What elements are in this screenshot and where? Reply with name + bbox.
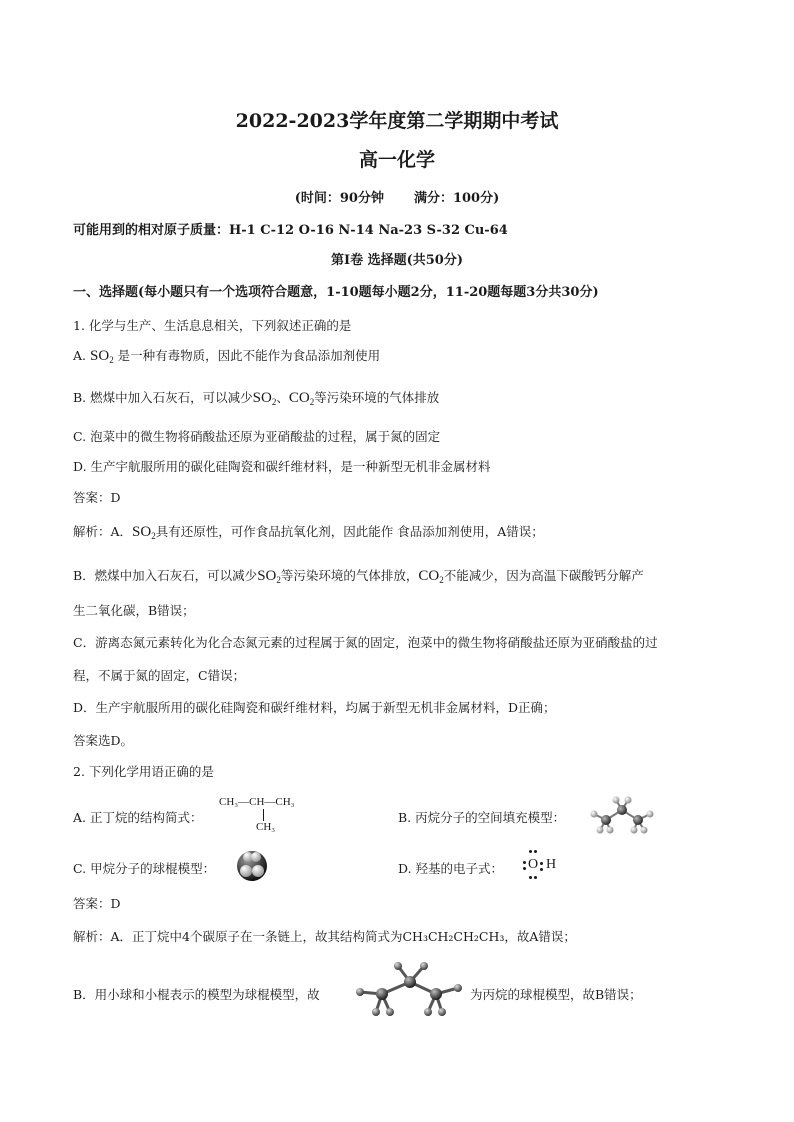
methane-ball-stick-model (232, 848, 272, 884)
q2-explanation-a: 解析：A．正丁烷中4个碳原子在一条链上，故其结构简式为CH₃CH₂CH₂CH₃，故A错误； (73, 929, 576, 944)
lone-pair-dot (529, 876, 532, 879)
q1-exp-b-formula-2-base: CO (418, 568, 440, 584)
q1-b-formula-1 (253, 390, 277, 406)
q1-a-text: 是一种有毒物质，因此不能作为食品添加剂使用 (117, 348, 381, 363)
atomic-masses: 可能用到的相对原子质量：H-1 C-12 O-16 N-14 Na-23 S-32 Cu-64 (73, 223, 508, 238)
q1-option-a (73, 346, 380, 365)
q1-exp-a-formula-base: SO (132, 524, 152, 540)
q1-a-prefix: A. (73, 348, 87, 363)
q1-b-prefix: B. 燃煤中加入石灰石，可以减少 (73, 390, 253, 405)
q2-stem: 2. 下列化学用语正确的是 (73, 764, 214, 779)
q1-b-formula-2 (289, 390, 314, 406)
q1-b-formula-2-sub: 2 (309, 397, 315, 407)
q1-exp-a-formula-sub: 2 (151, 531, 156, 541)
hydroxyl-electron-formula (522, 850, 562, 880)
q1-option-b (73, 388, 439, 407)
butane-structure-formula (219, 796, 329, 840)
exam-score: 满分：100分) (413, 191, 500, 206)
exam-title: 2022-2023学年度第二学期期中考试 (235, 110, 559, 132)
exam-time-score (0, 187, 794, 206)
q1-b-separator: 、 (276, 390, 289, 405)
q1-b-formula-2-base: CO (288, 390, 310, 406)
q2-option-c: C. 甲烷分子的球棍模型： (73, 861, 216, 876)
q1-exp-b-text: 不能减少，因为高温下碳酸钙分解产 (443, 568, 644, 583)
butane-branch-methyl: CH₃ (256, 821, 276, 833)
bond-pair-dot (540, 868, 543, 871)
q1-answer: 答案：D (73, 490, 121, 505)
lone-pair-dot (534, 876, 537, 879)
q1-exp-b-formula-1-sub: 2 (276, 575, 281, 585)
q1-b-text: 等污染环境的气体排放 (314, 390, 440, 405)
butane-branch-bond (263, 809, 264, 821)
propane-ball-stick-model (352, 958, 468, 1022)
q1-exp-b-formula-1-base: SO (257, 568, 277, 584)
propane-space-filling-model (586, 794, 658, 838)
q2-option-b: B. 丙烷分子的空间填充模型： (398, 810, 566, 825)
q1-option-d: D. 生产宇航服所用的碳化硅陶瓷和碳纤维材料，是一种新型无机非金属材料 (73, 459, 491, 474)
lone-pair-dot (529, 850, 532, 853)
lone-pair-dot (523, 867, 526, 870)
section-title: 一、选择题(每小题只有一个选项符合题意，1-10题每小题2分，11-20题每题3分共30分) (73, 285, 599, 300)
part-title: 第Ⅰ卷 选择题(共50分) (331, 253, 463, 268)
butane-main-chain: CH₃—CH—CH₃ (219, 796, 295, 808)
q1-explanation-d: D．生产宇航服所用的碳化硅陶瓷和碳纤维材料，均属于新型无机非金属材料，D正确； (73, 700, 556, 715)
q2-explanation-b-right: 为丙烷的球棍模型，故B错误； (470, 987, 642, 1002)
lone-pair-dot (523, 861, 526, 864)
hydroxyl-oxygen: O (528, 857, 539, 872)
q1-b-formula-1-base: SO (252, 390, 272, 406)
q1-explanation-a (73, 522, 544, 541)
q1-a-formula-sub: 2 (109, 355, 114, 365)
q1-stem: 1. 化学与生产、生活息息相关，下列叙述正确的是 (73, 318, 352, 333)
bond-pair-dot (540, 862, 543, 865)
q1-explanation-b (73, 566, 644, 585)
q1-explanation-c-line1: C．游离态氮元素转化为化合态氮元素的过程属于氮的固定，泡菜中的微生物将硝酸盐还原为亚硝酸盐的过 (73, 635, 658, 650)
q1-exp-b-formula-2-sub: 2 (439, 575, 444, 585)
exam-time: (时间：90分钟 (294, 191, 384, 206)
subject-title: 高一化学 (358, 149, 435, 171)
q1-exp-b-formula-1 (257, 568, 281, 584)
hydroxyl-hydrogen: H (546, 857, 557, 872)
q1-option-c: C. 泡菜中的微生物将硝酸盐还原为亚硝酸盐的过程，属于氮的固定 (73, 429, 441, 444)
q1-exp-b-mid: 等污染环境的气体排放， (280, 568, 419, 583)
q1-exp-b-prefix: B．燃煤中加入石灰石，可以减少 (73, 568, 258, 583)
q1-b-formula-1-sub: 2 (271, 397, 277, 407)
q1-conclusion: 答案选D。 (73, 733, 134, 748)
lone-pair-dot (534, 850, 537, 853)
q1-exp-a-formula (132, 524, 156, 540)
q1-exp-a-text: 具有还原性，可作食品抗氧化剂，因此能作 食品添加剂使用，A错误； (155, 524, 544, 539)
q1-explanation-c-line2: 程，不属于氮的固定，C错误； (73, 668, 246, 683)
q2-option-a: A. 正丁烷的结构简式： (73, 810, 203, 825)
q2-explanation-b-left: B．用小球和小棍表示的模型为球棍模型，故 (73, 987, 320, 1002)
q2-answer: 答案：D (73, 896, 121, 911)
q1-exp-b-formula-2 (418, 568, 443, 584)
q1-a-formula (90, 348, 114, 364)
q1-a-formula-base: SO (90, 348, 110, 364)
q1-explanation-b-line2: 生二氧化碳，B错误； (73, 603, 195, 618)
q1-exp-a-prefix: 解析：A． (73, 524, 133, 539)
q2-option-d: D. 羟基的电子式： (398, 861, 504, 876)
